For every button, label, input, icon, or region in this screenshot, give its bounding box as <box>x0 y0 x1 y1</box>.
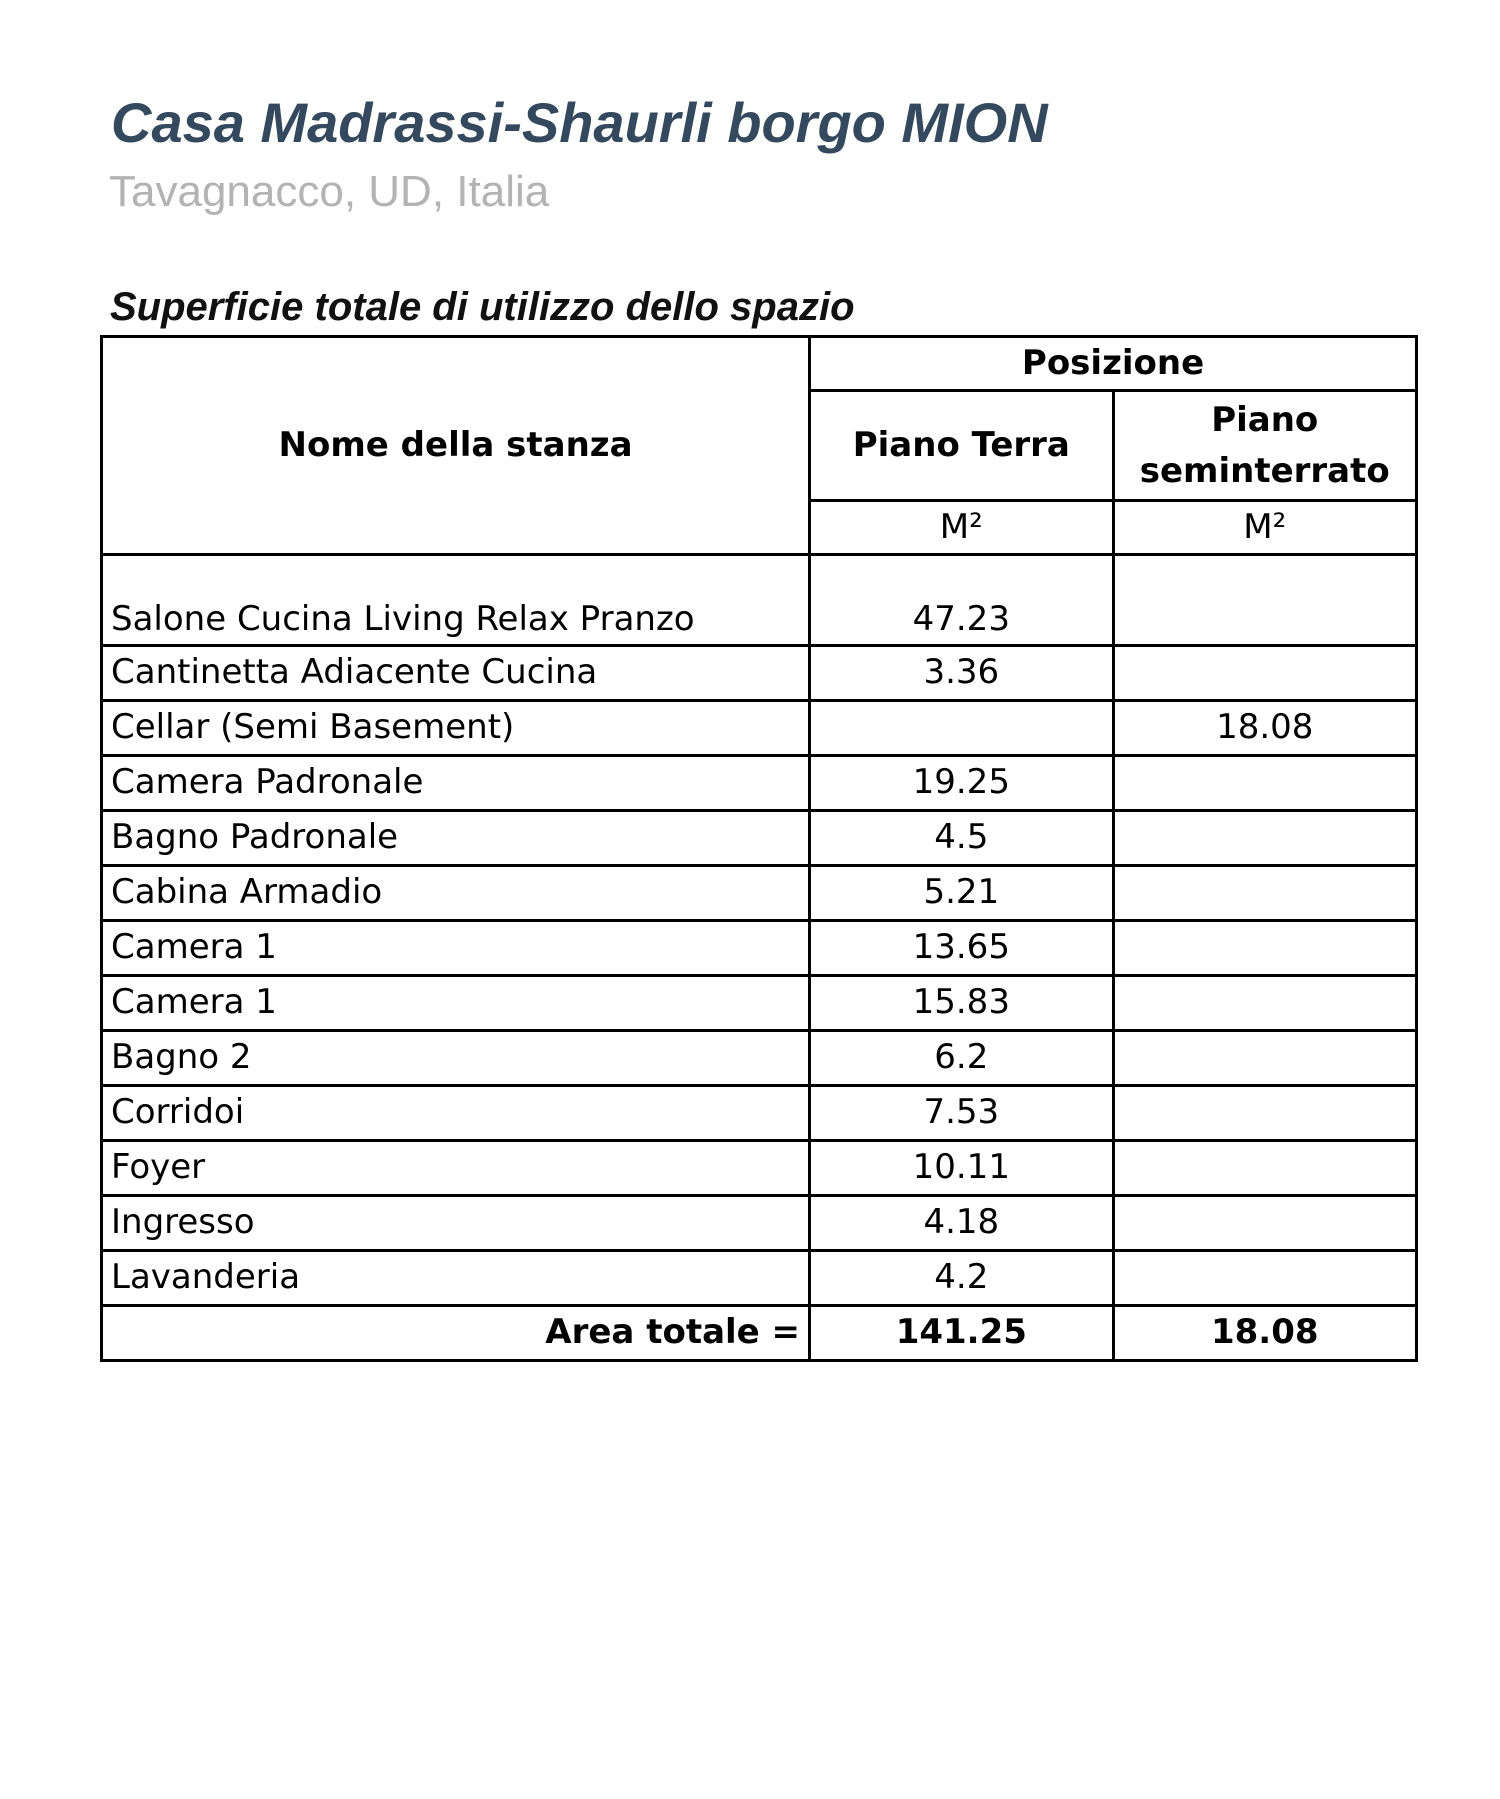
semi-basement-area-cell <box>1113 1141 1416 1196</box>
ground-floor-area-cell: 10.11 <box>810 1141 1113 1196</box>
table-row <box>102 756 1417 811</box>
semi-basement-area-cell <box>1113 1031 1416 1086</box>
ground-floor-area-cell: 19.25 <box>810 756 1113 811</box>
ground-floor-area-cell: 3.36 <box>810 646 1113 701</box>
table-row <box>102 811 1417 866</box>
table-row <box>102 701 1417 756</box>
semi-basement-area-cell <box>1113 1251 1416 1306</box>
table-row <box>102 646 1417 701</box>
ground-floor-area-cell: 6.2 <box>810 1031 1113 1086</box>
table-row <box>102 866 1417 921</box>
header-room-name: Nome della stanza <box>102 337 810 555</box>
header-ground-floor: Piano Terra <box>810 391 1113 501</box>
room-name-cell: Foyer <box>102 1141 810 1196</box>
semi-basement-area-cell <box>1113 811 1416 866</box>
room-name-cell: Bagno 2 <box>102 1031 810 1086</box>
ground-floor-area-cell: 4.5 <box>810 811 1113 866</box>
ground-floor-area-cell: 15.83 <box>810 976 1113 1031</box>
table-row <box>102 1141 1417 1196</box>
ground-floor-area-cell: 4.2 <box>810 1251 1113 1306</box>
room-name-cell: Camera 1 <box>102 976 810 1031</box>
table-row <box>102 555 1417 646</box>
room-name-cell: Ingresso <box>102 1196 810 1251</box>
ground-floor-area-cell: 13.65 <box>810 921 1113 976</box>
semi-basement-area-cell <box>1113 646 1416 701</box>
room-name-cell: Salone Cucina Living Relax Pranzo <box>102 555 810 646</box>
location-subtitle: Tavagnacco, UD, Italia <box>109 167 550 216</box>
total-semi-basement: 18.08 <box>1113 1306 1416 1361</box>
semi-basement-area-cell <box>1113 1086 1416 1141</box>
room-name-cell: Bagno Padronale <box>102 811 810 866</box>
section-title: Superficie totale di utilizzo dello spazio <box>110 285 855 329</box>
room-area-table <box>100 335 1418 1362</box>
semi-basement-area-cell <box>1113 1196 1416 1251</box>
room-name-cell: Corridoi <box>102 1086 810 1141</box>
table-row <box>102 1196 1417 1251</box>
ground-floor-area-cell: 7.53 <box>810 1086 1113 1141</box>
ground-floor-area-cell: 4.18 <box>810 1196 1113 1251</box>
ground-floor-area-cell <box>810 701 1113 756</box>
semi-basement-area-cell <box>1113 921 1416 976</box>
table-row <box>102 976 1417 1031</box>
table-row <box>102 1031 1417 1086</box>
total-ground-floor: 141.25 <box>810 1306 1113 1361</box>
ground-floor-area-cell: 5.21 <box>810 866 1113 921</box>
total-row <box>102 1306 1417 1361</box>
room-name-cell: Camera Padronale <box>102 756 810 811</box>
table-row <box>102 1251 1417 1306</box>
room-name-cell: Cellar (Semi Basement) <box>102 701 810 756</box>
header-unit-ground: M² <box>810 501 1113 555</box>
ground-floor-area-cell: 47.23 <box>810 555 1113 646</box>
semi-basement-area-cell <box>1113 555 1416 646</box>
header-unit-semi: M² <box>1113 501 1416 555</box>
room-name-cell: Lavanderia <box>102 1251 810 1306</box>
table-row <box>102 1086 1417 1141</box>
document-title: Casa Madrassi-Shaurli borgo MION <box>111 91 1048 154</box>
room-name-cell: Cabina Armadio <box>102 866 810 921</box>
total-label: Area totale = <box>102 1306 810 1361</box>
semi-basement-area-cell <box>1113 756 1416 811</box>
header-semi-basement: Piano seminterrato <box>1113 391 1416 501</box>
semi-basement-area-cell <box>1113 976 1416 1031</box>
room-name-cell: Cantinetta Adiacente Cucina <box>102 646 810 701</box>
semi-basement-area-cell <box>1113 866 1416 921</box>
header-position: Posizione <box>810 337 1417 391</box>
table-row <box>102 921 1417 976</box>
room-name-cell: Camera 1 <box>102 921 810 976</box>
semi-basement-area-cell: 18.08 <box>1113 701 1416 756</box>
